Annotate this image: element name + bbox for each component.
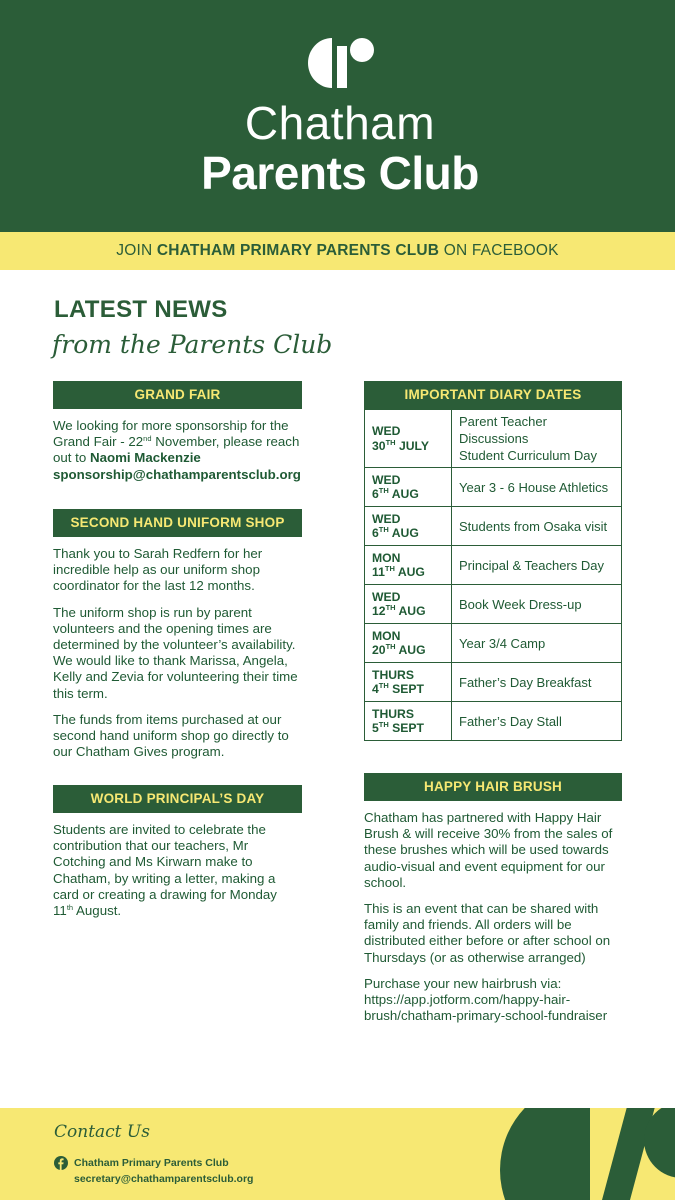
diary-date-suffix: TH [378, 486, 389, 495]
diary-date-day: WED [372, 589, 401, 604]
diary-event [452, 663, 622, 702]
uniform-shop-heading: SECOND HAND UNIFORM SHOP [53, 509, 302, 537]
diary-date-number: 6 [372, 487, 379, 501]
contact-email[interactable]: secretary@chathamparentsclub.org [74, 1173, 254, 1185]
diary-date-month: AUG [388, 487, 419, 501]
diary-date [365, 468, 452, 507]
diary-event [452, 546, 622, 585]
header [0, 0, 675, 232]
diary-date-day: MON [372, 550, 401, 565]
diary-event [452, 468, 622, 507]
diary-date [365, 507, 452, 546]
contact-us-title: Contact Us [54, 1122, 150, 1142]
diary-date-number: 11 [372, 565, 385, 579]
diary-date-suffix: TH [385, 642, 396, 651]
diary-date-day: WED [372, 472, 401, 487]
diary-date-suffix: TH [378, 525, 389, 534]
brand-name-line1: Chatham [244, 97, 436, 149]
latest-news-subtitle: from the Parents Club [52, 330, 333, 359]
facebook-join-banner[interactable] [0, 232, 675, 270]
diary-date-month: AUG [395, 643, 426, 657]
diary-event [452, 410, 622, 468]
diary-date-number: 4 [372, 682, 379, 696]
diary-row [365, 546, 622, 585]
grand-fair-contact-email[interactable]: sponsorship@chathamparentsclub.org [53, 466, 301, 482]
diary-date-suffix: TH [385, 603, 396, 612]
diary-date-day: THURS [372, 706, 414, 721]
grand-fair-text [53, 418, 308, 483]
diary-row [365, 410, 622, 468]
diary-date [365, 546, 452, 585]
diary-date [365, 410, 452, 468]
diary-date-day: MON [372, 628, 401, 643]
diary-date-suffix: TH [378, 681, 389, 690]
diary-row [365, 702, 622, 741]
diary-date [365, 624, 452, 663]
hair-brush-text [364, 810, 626, 1034]
grand-fair-text-a: We looking for more sponsorship for the Grand Fair - 22 [53, 418, 289, 450]
diary-date-number: 30 [372, 438, 386, 453]
diary-date-number: 5 [372, 721, 379, 735]
hair-brush-paragraph-2: This is an event that can be shared with family and friends. All orders will be distributed either before or after school on Thursdays (or as otherwise arranged) [364, 901, 611, 965]
diary-date-month: AUG [388, 526, 419, 540]
facebook-icon[interactable] [54, 1156, 68, 1170]
grand-fair-text-sup: nd [143, 434, 152, 444]
diary-event-line: Father’s Day Breakfast [459, 674, 592, 690]
diary-date-day: WED [372, 511, 401, 526]
diary-date-number: 12 [372, 604, 386, 618]
diary-row [365, 468, 622, 507]
principals-day-text-b: August. [73, 903, 122, 919]
diary-date-day: THURS [372, 667, 414, 682]
diary-date-suffix: TH [384, 564, 395, 573]
principals-day-text-a: Students are invited to celebrate the contribution that our teachers, Mr Cotching and Ms Kirwarn make to Chatham, by writing a letter, making a card or creating a drawing for Monday 11 [53, 822, 277, 919]
diary-row [365, 507, 622, 546]
diary-date-suffix: TH [378, 720, 389, 729]
diary-date [365, 663, 452, 702]
diary-date-month: JULY [395, 438, 429, 453]
diary-date-month: AUG [395, 604, 426, 618]
diary-row [365, 585, 622, 624]
diary-event [452, 507, 622, 546]
diary-dates-heading: IMPORTANT DIARY DATES [364, 381, 622, 409]
diary-event-line: Students from Osaka visit [459, 518, 608, 534]
hair-brush-heading: HAPPY HAIR BRUSH [364, 773, 622, 801]
uniform-shop-paragraph-1: Thank you to Sarah Redfern for her incredible help as our uniform shop coordinator for the last 12 months. [53, 546, 263, 594]
principals-day-text [53, 822, 297, 919]
uniform-shop-text [53, 546, 305, 770]
grand-fair-heading: GRAND FAIR [53, 381, 302, 409]
brand-name-line2: Parents Club [201, 147, 479, 199]
facebook-join-prefix: JOIN [116, 242, 157, 259]
diary-date [365, 702, 452, 741]
diary-event-line: Discussions [459, 431, 529, 446]
diary-date-suffix: TH [385, 437, 396, 447]
latest-news-title: LATEST NEWS [54, 296, 228, 323]
contact-facebook-name[interactable]: Chatham Primary Parents Club [74, 1157, 229, 1169]
diary-event [452, 585, 622, 624]
hair-brush-paragraph-3[interactable]: Purchase your new hairbrush via: https://app.jotform.com/happy-hair-brush/chatham-primary-school-fundraiser [364, 975, 608, 1024]
diary-date-month: AUG [394, 565, 425, 579]
diary-event [452, 624, 622, 663]
diary-date-month: SEPT [388, 682, 424, 696]
grand-fair-contact-name: Naomi Mackenzie [89, 450, 201, 466]
parents-club-logo-icon [308, 38, 376, 88]
uniform-shop-paragraph-2: The uniform shop is run by parent volunteers and the opening times are determined by the volunteer’s availability. We would like to thank Marissa, Angela, Kelly and Zevia for volunteering their time this term. [53, 604, 298, 701]
principals-day-text-sup: th [66, 903, 74, 913]
hair-brush-paragraph-1: Chatham has partnered with Happy Hair Brush & will receive 30% from the sales of these brushes which will be used towards audio-visual and event equipment for our school. [364, 810, 613, 890]
uniform-shop-paragraph-3: The funds from items purchased at our second hand uniform shop go directly to our Chatham Gives program. [53, 711, 289, 760]
diary-event-line: Year 3 - 6 House Athletics [459, 479, 609, 495]
diary-event-line: Principal & Teachers Day [459, 557, 604, 573]
diary-event-line: Parent Teacher [459, 414, 547, 429]
diary-date-month: SEPT [388, 721, 424, 735]
diary-event-line: Year 3/4 Camp [459, 635, 546, 651]
diary-row [365, 624, 622, 663]
diary-date-number: 6 [372, 526, 379, 540]
facebook-join-suffix: ON FACEBOOK [439, 242, 559, 259]
diary-event-line: Father’s Day Stall [459, 713, 562, 729]
diary-dates-table [364, 409, 622, 741]
diary-event-line: Student Curriculum Day [459, 448, 597, 463]
grand-fair-text-b: November, please reach out to [53, 434, 300, 466]
diary-date-number: 20 [372, 643, 386, 657]
diary-row [365, 663, 622, 702]
facebook-group-name: CHATHAM PRIMARY PARENTS CLUB [156, 242, 440, 259]
diary-event-line: Book Week Dress-up [459, 596, 582, 612]
principals-day-heading: WORLD PRINCIPAL’S DAY [53, 785, 302, 813]
diary-date-day: WED [372, 424, 401, 438]
diary-event [452, 702, 622, 741]
diary-date [365, 585, 452, 624]
footer [0, 1108, 675, 1200]
